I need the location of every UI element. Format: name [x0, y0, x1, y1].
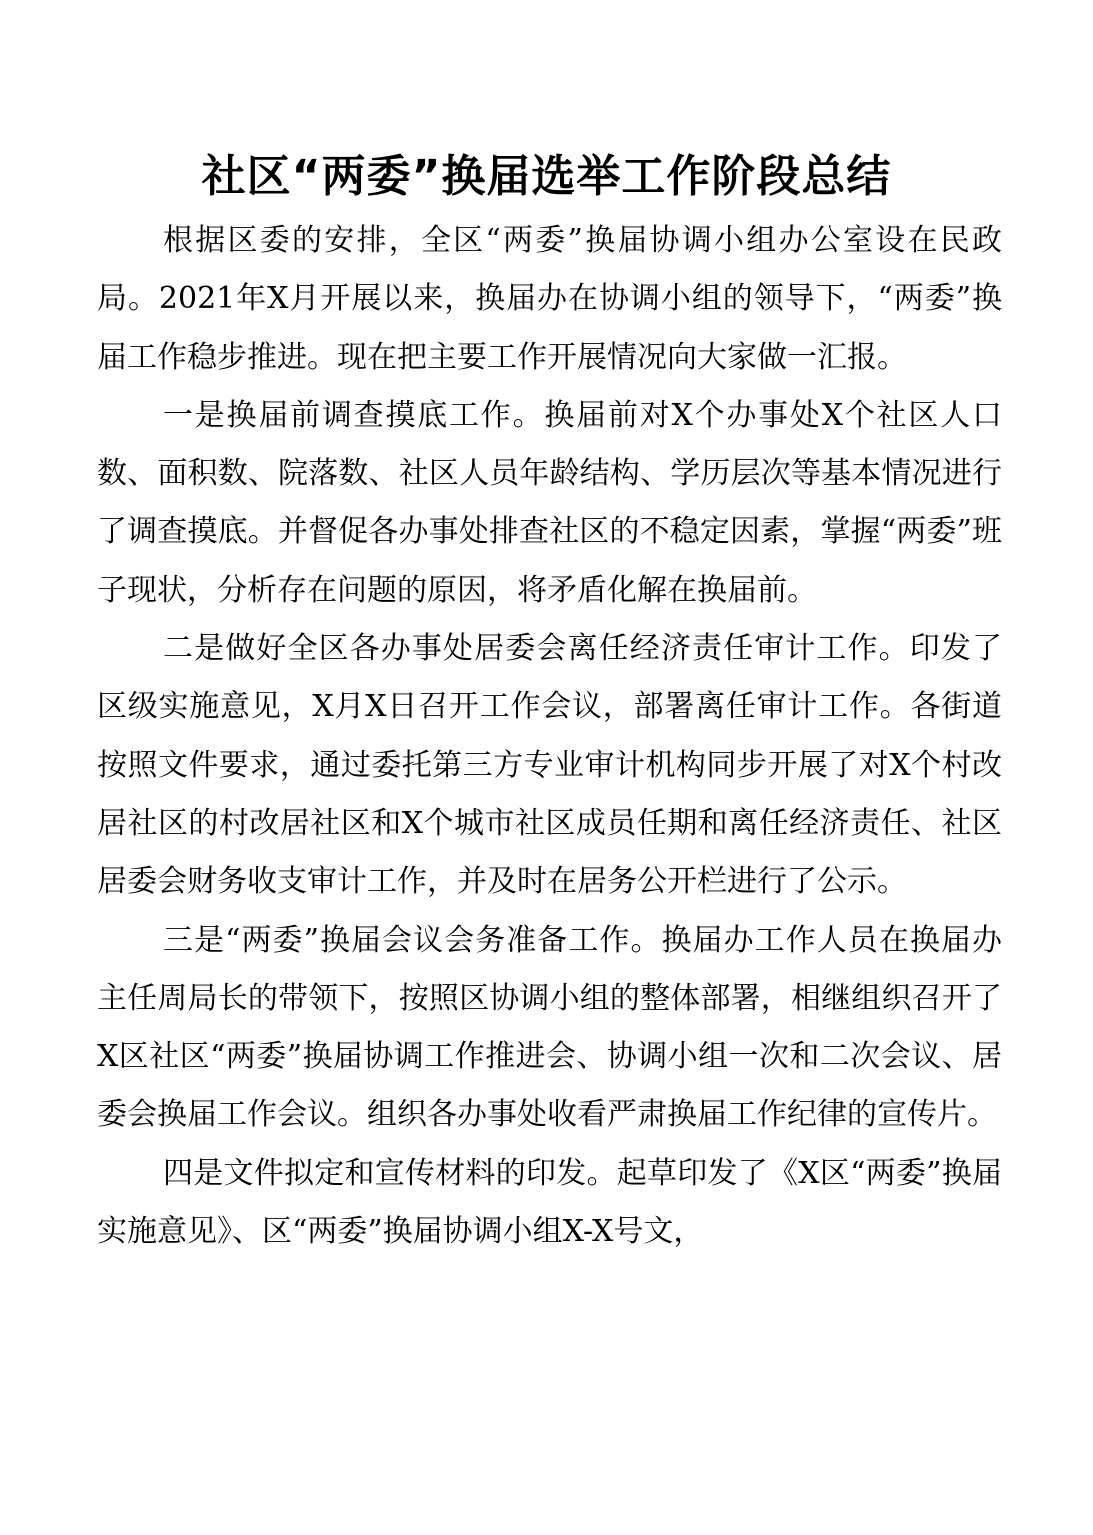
paragraph-meetings: 三是“两委”换届会议会务准备工作。换届办工作人员在换届办主任周局长的带领下，按照区协调小组的整体部署，相继组织召开了X区社区“两委”换届协调工作推进会、协调小组一次和二次会议、居委会换届工作会议。组织各办事处收看严肃换届工作纪律的宣传片。 — [97, 922, 1002, 1133]
paragraph-intro: 根据区委的安排，全区“两委”换届协调小组办公室设在民政局。2021年X月开展以来，换届办在协调小组的领导下，“两委”换届工作稳步推进。现在把主要工作开展情况向大家做一汇报。 — [97, 223, 1002, 375]
document-title: 社区“两委”换届选举工作阶段总结 — [201, 151, 892, 202]
paragraph-documents: 四是文件拟定和宣传材料的印发。起草印发了《X区“两委”换届实施意见》、区“两委”换届协调小组X-X号文， — [97, 1155, 1002, 1250]
paragraph-survey: 一是换届前调查摸底工作。换届前对X个办事处X个社区人口数、面积数、院落数、社区人员年龄结构、学历层次等基本情况进行了调查摸底。并督促各办事处排查社区的不稳定因素，掌握“两委”班子现状，分析存在问题的原因，将矛盾化解在换届前。 — [97, 397, 1002, 608]
paragraph-audit: 二是做好全区各办事处居委会离任经济责任审计工作。印发了区级实施意见，X月X日召开工作会议，部署离任审计工作。各街道按照文件要求，通过委托第三方专业审计机构同步开展了对X个村改居社区的村改居社区和X个城市社区成员任期和离任经济责任、社区居委会财务收支审计工作，并及时在居务公开栏进行了公示。 — [97, 631, 1002, 900]
document-body — [97, 212, 1002, 1261]
